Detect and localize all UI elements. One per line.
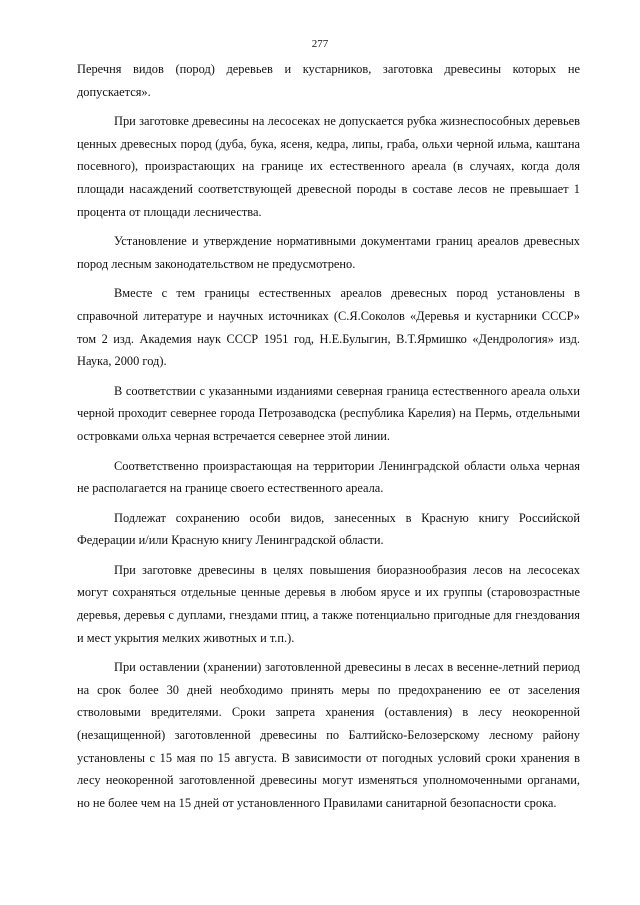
paragraph-1: Перечня видов (пород) деревьев и кустарников, заготовка древесины которых не допускается». — [77, 62, 580, 99]
paragraph-9: При оставлении (хранении) заготовленной древесины в лесах в весенне-летний период на срок более 30 дней необходимо принять меры по предохранению ее от заселения стволовыми вредителями. Сроки запрета хранения (оставления) в лесу неокоренной (незащищенной) заготовленной древесины по Балтийско-Белозерскому лесному району установлены с 15 мая по 15 августа. В зависимости от погодных условий сроки хранения в лесу неокоренной заготовленной древесины могут изменяться уполномоченными органами, но не более чем на 15 дней от установленного Правилами санитарной безопасности срока. — [77, 660, 580, 810]
page-number: 277 — [311, 38, 329, 50]
paragraph-8: При заготовке древесины в целях повышения биоразнообразия лесов на лесосеках могут сохраняться отдельные ценные деревья в любом ярусе и их группы (старовозрастные деревья, деревья с дуплами, гнездами птиц, а также потенциально пригодные для гнездования и мест укрытия мелких животных и т.п.). — [77, 562, 580, 645]
document-body — [77, 58, 580, 821]
paragraph-5: В соответствии с указанными изданиями северная граница естественного ареала ольхи черной проходит севернее города Петрозаводска (республика Карелия) на Пермь, отдельными островками ольха черная встречается севернее этой линии. — [77, 383, 580, 443]
paragraph-6: Соответственно произрастающая на территории Ленинградской области ольха черная не располагается на границе своего естественного ареала. — [77, 458, 580, 496]
paragraph-4: Вместе с тем границы естественных ареалов древесных пород установлены в справочной литературе и научных источниках (С.Я.Соколов «Деревья и кустарники СССР» том 2 изд. Академия наук СССР 1951 год, Н.Е.Булыгин, В.Т.Ярмишко «Дендрология» изд. Наука, 2000 год). — [77, 286, 580, 369]
paragraph-2: При заготовке древесины на лесосеках не допускается рубка жизнеспособных деревьев ценных древесных пород (дуба, бука, ясеня, кедра, липы, граба, ольхи черной ильма, каштана посевного), произрастающих на границе их естественного ареала (в случаях, когда доля площади насаждений соответствующей древесной породы в составе лесов не превышает 1 процента от площади лесничества. — [77, 114, 580, 219]
paragraph-7: Подлежат сохранению особи видов, занесенных в Красную книгу Российской Федерации и/или Красную книгу Ленинградской области. — [77, 510, 580, 548]
paragraph-3: Установление и утверждение нормативными документами границ ареалов древесных пород лесным законодательством не предусмотрено. — [77, 234, 580, 271]
